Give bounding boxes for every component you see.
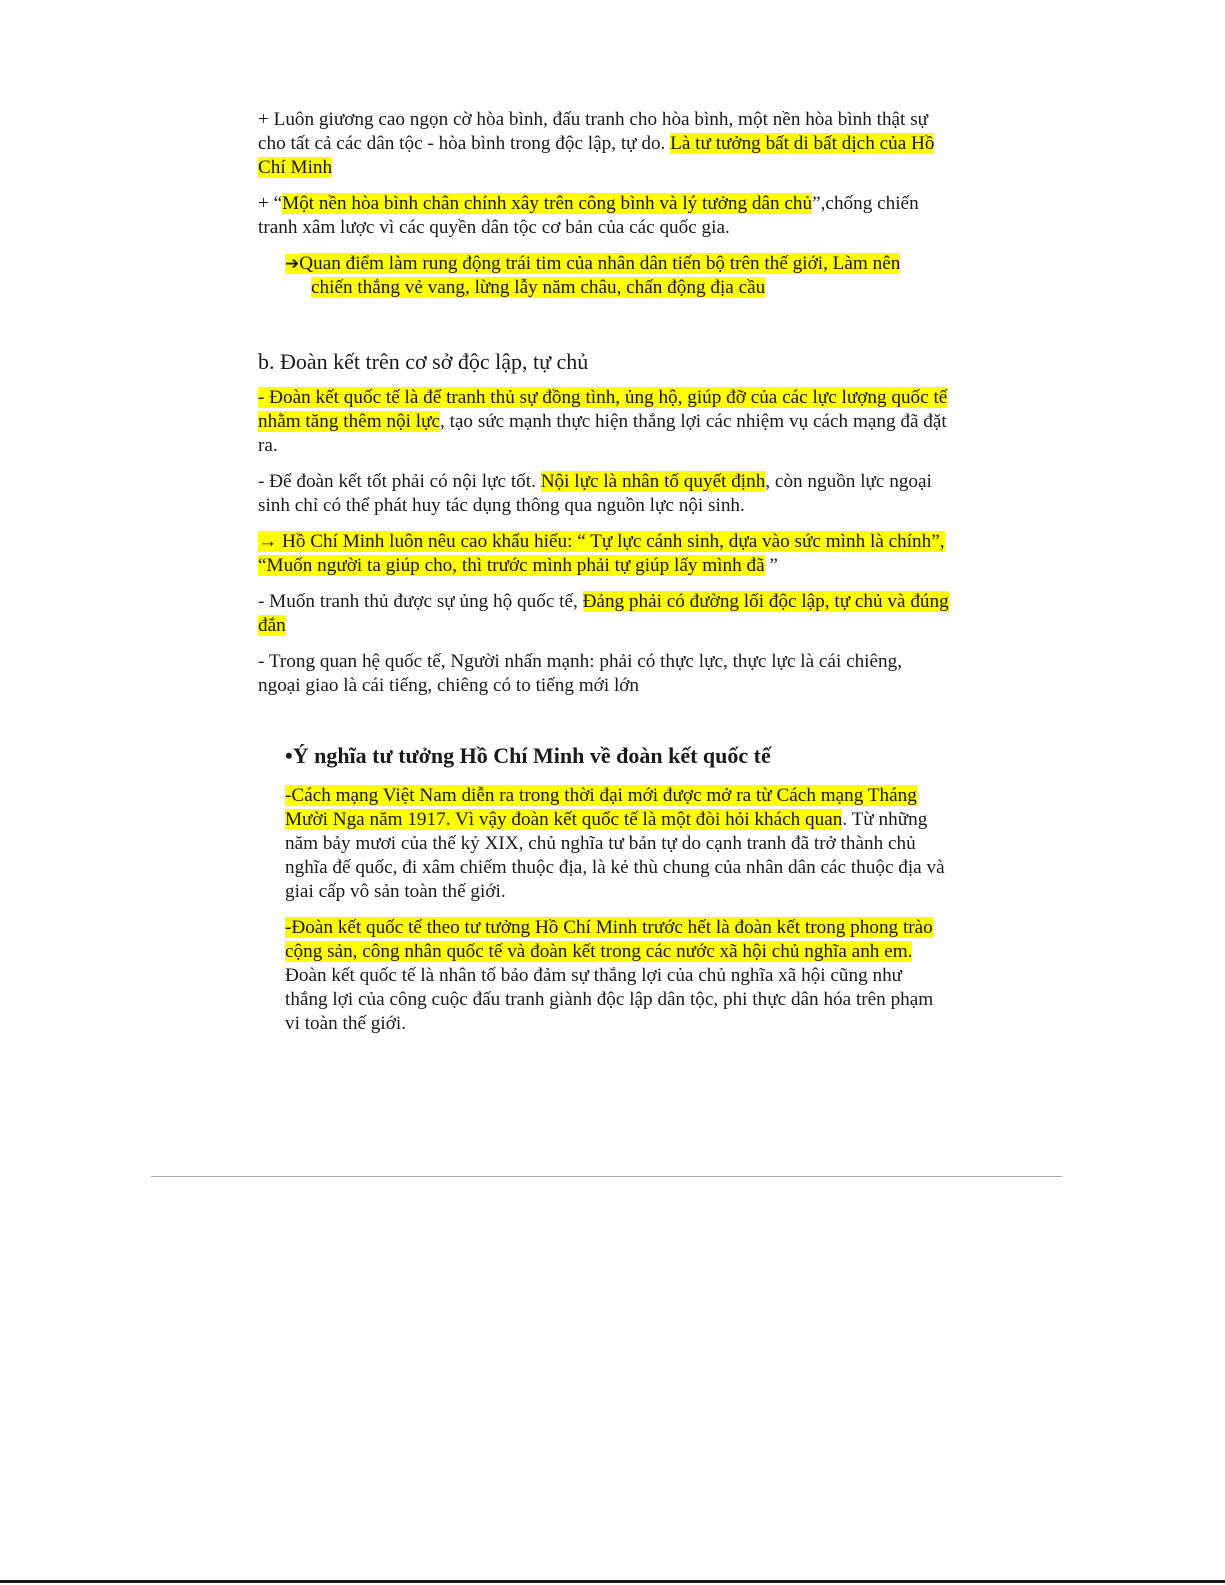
highlighted-text: Là tư tưởng bất di bất dịch của Hồ: [670, 133, 935, 154]
text: sinh chỉ có thể phát huy tác dụng thông qua nguồn lực nội sinh.: [258, 495, 745, 516]
highlighted-text: Nội lực là nhân tố quyết định: [540, 471, 766, 492]
text: , còn nguồn lực ngoại: [765, 471, 932, 492]
text: ”: [764, 555, 778, 576]
text: vi toàn thế giới.: [285, 1013, 406, 1034]
bullet-icon: •: [285, 743, 293, 768]
paragraph-diplomacy-line2: [258, 674, 639, 698]
highlighted-text: -Cách mạng Việt Nam diễn ra trong thời đại mới được mở ra từ Cách mạng Tháng: [285, 785, 917, 806]
bottom-border: [0, 1580, 1225, 1583]
paragraph-viewpoint-line2: [311, 276, 765, 300]
paragraph-international-line4: [285, 988, 933, 1012]
paragraph-revolution-line5: [285, 880, 506, 904]
paragraph-peace-line2: [258, 132, 934, 156]
paragraph-international-line5: [285, 1012, 406, 1036]
text: năm bảy mươi của thế kỷ XIX, chủ nghĩa tư bản tự do cạnh tranh đã trở thành chủ: [285, 833, 916, 854]
text: , tạo sức mạnh thực hiện thắng lợi các nhiệm vụ cách mạng đã đặt: [439, 411, 947, 432]
text: ra.: [258, 435, 278, 456]
paragraph-solidarity-line2: [258, 410, 947, 434]
paragraph-party-line1: [258, 590, 949, 614]
arrow-icon: ➔: [285, 254, 300, 274]
paragraph-peace-line3: [258, 156, 332, 180]
highlighted-text: Một nền hòa bình chân chính xây trên công bình và lý tưởng dân chủ: [282, 193, 813, 214]
text: nghĩa đế quốc, đi xâm chiếm thuộc địa, là kẻ thù chung của nhân dân các thuộc địa và: [285, 857, 945, 878]
paragraph-revolution-line2: [285, 808, 927, 832]
paragraph-diplomacy-line1: [258, 650, 902, 674]
section-heading-b: b. Đoàn kết trên cơ sở độc lập, tự chủ: [258, 349, 589, 374]
text: tranh xâm lược vì các quyền dân tộc cơ bản của các quốc gia.: [258, 217, 730, 238]
text: + Luôn giương cao ngọn cờ hòa bình, đấu tranh cho hòa bình, một nền hòa bình thật sự: [258, 109, 929, 130]
text: ”,chống chiến: [812, 193, 919, 214]
paragraph-solidarity-line1: [258, 386, 947, 410]
heading-text: Ý nghĩa tư tưởng Hồ Chí Minh về đoàn kết quốc tế: [292, 743, 771, 768]
paragraph-internal-force-line2: [258, 494, 745, 518]
highlighted-text: - Đoàn kết quốc tế là để tranh thủ sự đồng tình, ủng hộ, giúp đỡ của các lực lượng quốc tế: [258, 387, 948, 408]
text: ngoại giao là cái tiếng, chiêng có to tiếng mới lớn: [258, 675, 640, 696]
paragraph-peace-line1: [258, 108, 928, 132]
text: thắng lợi của công cuộc đấu tranh giành độc lập dân tộc, phi thực dân hóa trên phạm: [285, 989, 934, 1010]
paragraph-international-line2: [285, 940, 912, 964]
paragraph-party-line2: [258, 614, 286, 638]
text: - Muốn tranh thủ được sự ủng hộ quốc tế,: [258, 591, 583, 612]
paragraph-just-peace-line1: [258, 192, 919, 216]
highlighted-text: → Hồ Chí Minh luôn nêu cao khẩu hiểu: “ Tự lực cánh sinh, dựa vào sức mình là chính”,: [258, 531, 945, 552]
paragraph-revolution-line1: [285, 784, 917, 808]
highlighted-text: cộng sản, công nhân quốc tế và đoàn kết trong các nước xã hội chủ nghĩa anh em.: [285, 941, 913, 962]
paragraph-just-peace-line2: [258, 216, 730, 240]
highlighted-text: -Đoàn kết quốc tế theo tư tưởng Hồ Chí Minh trước hết là đoàn kết trong phong trào: [285, 917, 933, 938]
paragraph-international-line1: [285, 916, 933, 940]
paragraph-internal-force-line1: [258, 470, 932, 494]
highlighted-text: Quan điểm làm rung động trái tim của nhân dân tiến bộ trên thế giới, Làm nên: [299, 253, 901, 274]
highlighted-text: nhằm tăng thêm nội lực: [258, 411, 440, 432]
highlighted-text: đắn: [258, 615, 286, 636]
text: - Trong quan hệ quốc tế, Người nhấn mạnh: phải có thực lực, thực lực là cái chiêng,: [258, 651, 903, 672]
text: Đoàn kết quốc tế là nhân tố bảo đảm sự thắng lợi của chủ nghĩa xã hội cũng như: [285, 965, 903, 986]
highlighted-text: Chí Minh: [258, 157, 333, 178]
paragraph-solidarity-line3: [258, 434, 278, 458]
paragraph-slogan-line2: [258, 554, 778, 578]
highlighted-text: “Muốn người ta giúp cho, thì trước mình phải tự giúp lấy mình đã: [258, 555, 765, 576]
paragraph-revolution-line4: [285, 856, 945, 880]
text: cho tất cả các dân tộc - hòa bình trong độc lập, tự do.: [258, 133, 671, 154]
highlighted-text: Đảng phải có đường lối độc lập, tự chủ và đúng: [582, 591, 949, 612]
paragraph-viewpoint-line1: [285, 252, 900, 276]
paragraph-international-line3: [285, 964, 902, 988]
section-heading-significance: [285, 742, 771, 770]
paragraph-slogan-line1: [258, 530, 945, 554]
highlighted-text: chiến thắng vẻ vang, lừng lẫy năm châu, chấn động địa cầu: [311, 277, 766, 298]
text: giai cấp vô sản toàn thế giới.: [285, 881, 506, 902]
text: - Để đoàn kết tốt phải có nội lực tốt.: [258, 471, 541, 492]
text: + “: [258, 193, 283, 214]
text: . Từ những: [842, 809, 928, 830]
highlighted-text: Mười Nga năm 1917. Vì vậy đoàn kết quốc tế là một đòi hỏi khách quan: [285, 809, 843, 830]
page-divider: [151, 1176, 1062, 1177]
paragraph-revolution-line3: [285, 832, 916, 856]
